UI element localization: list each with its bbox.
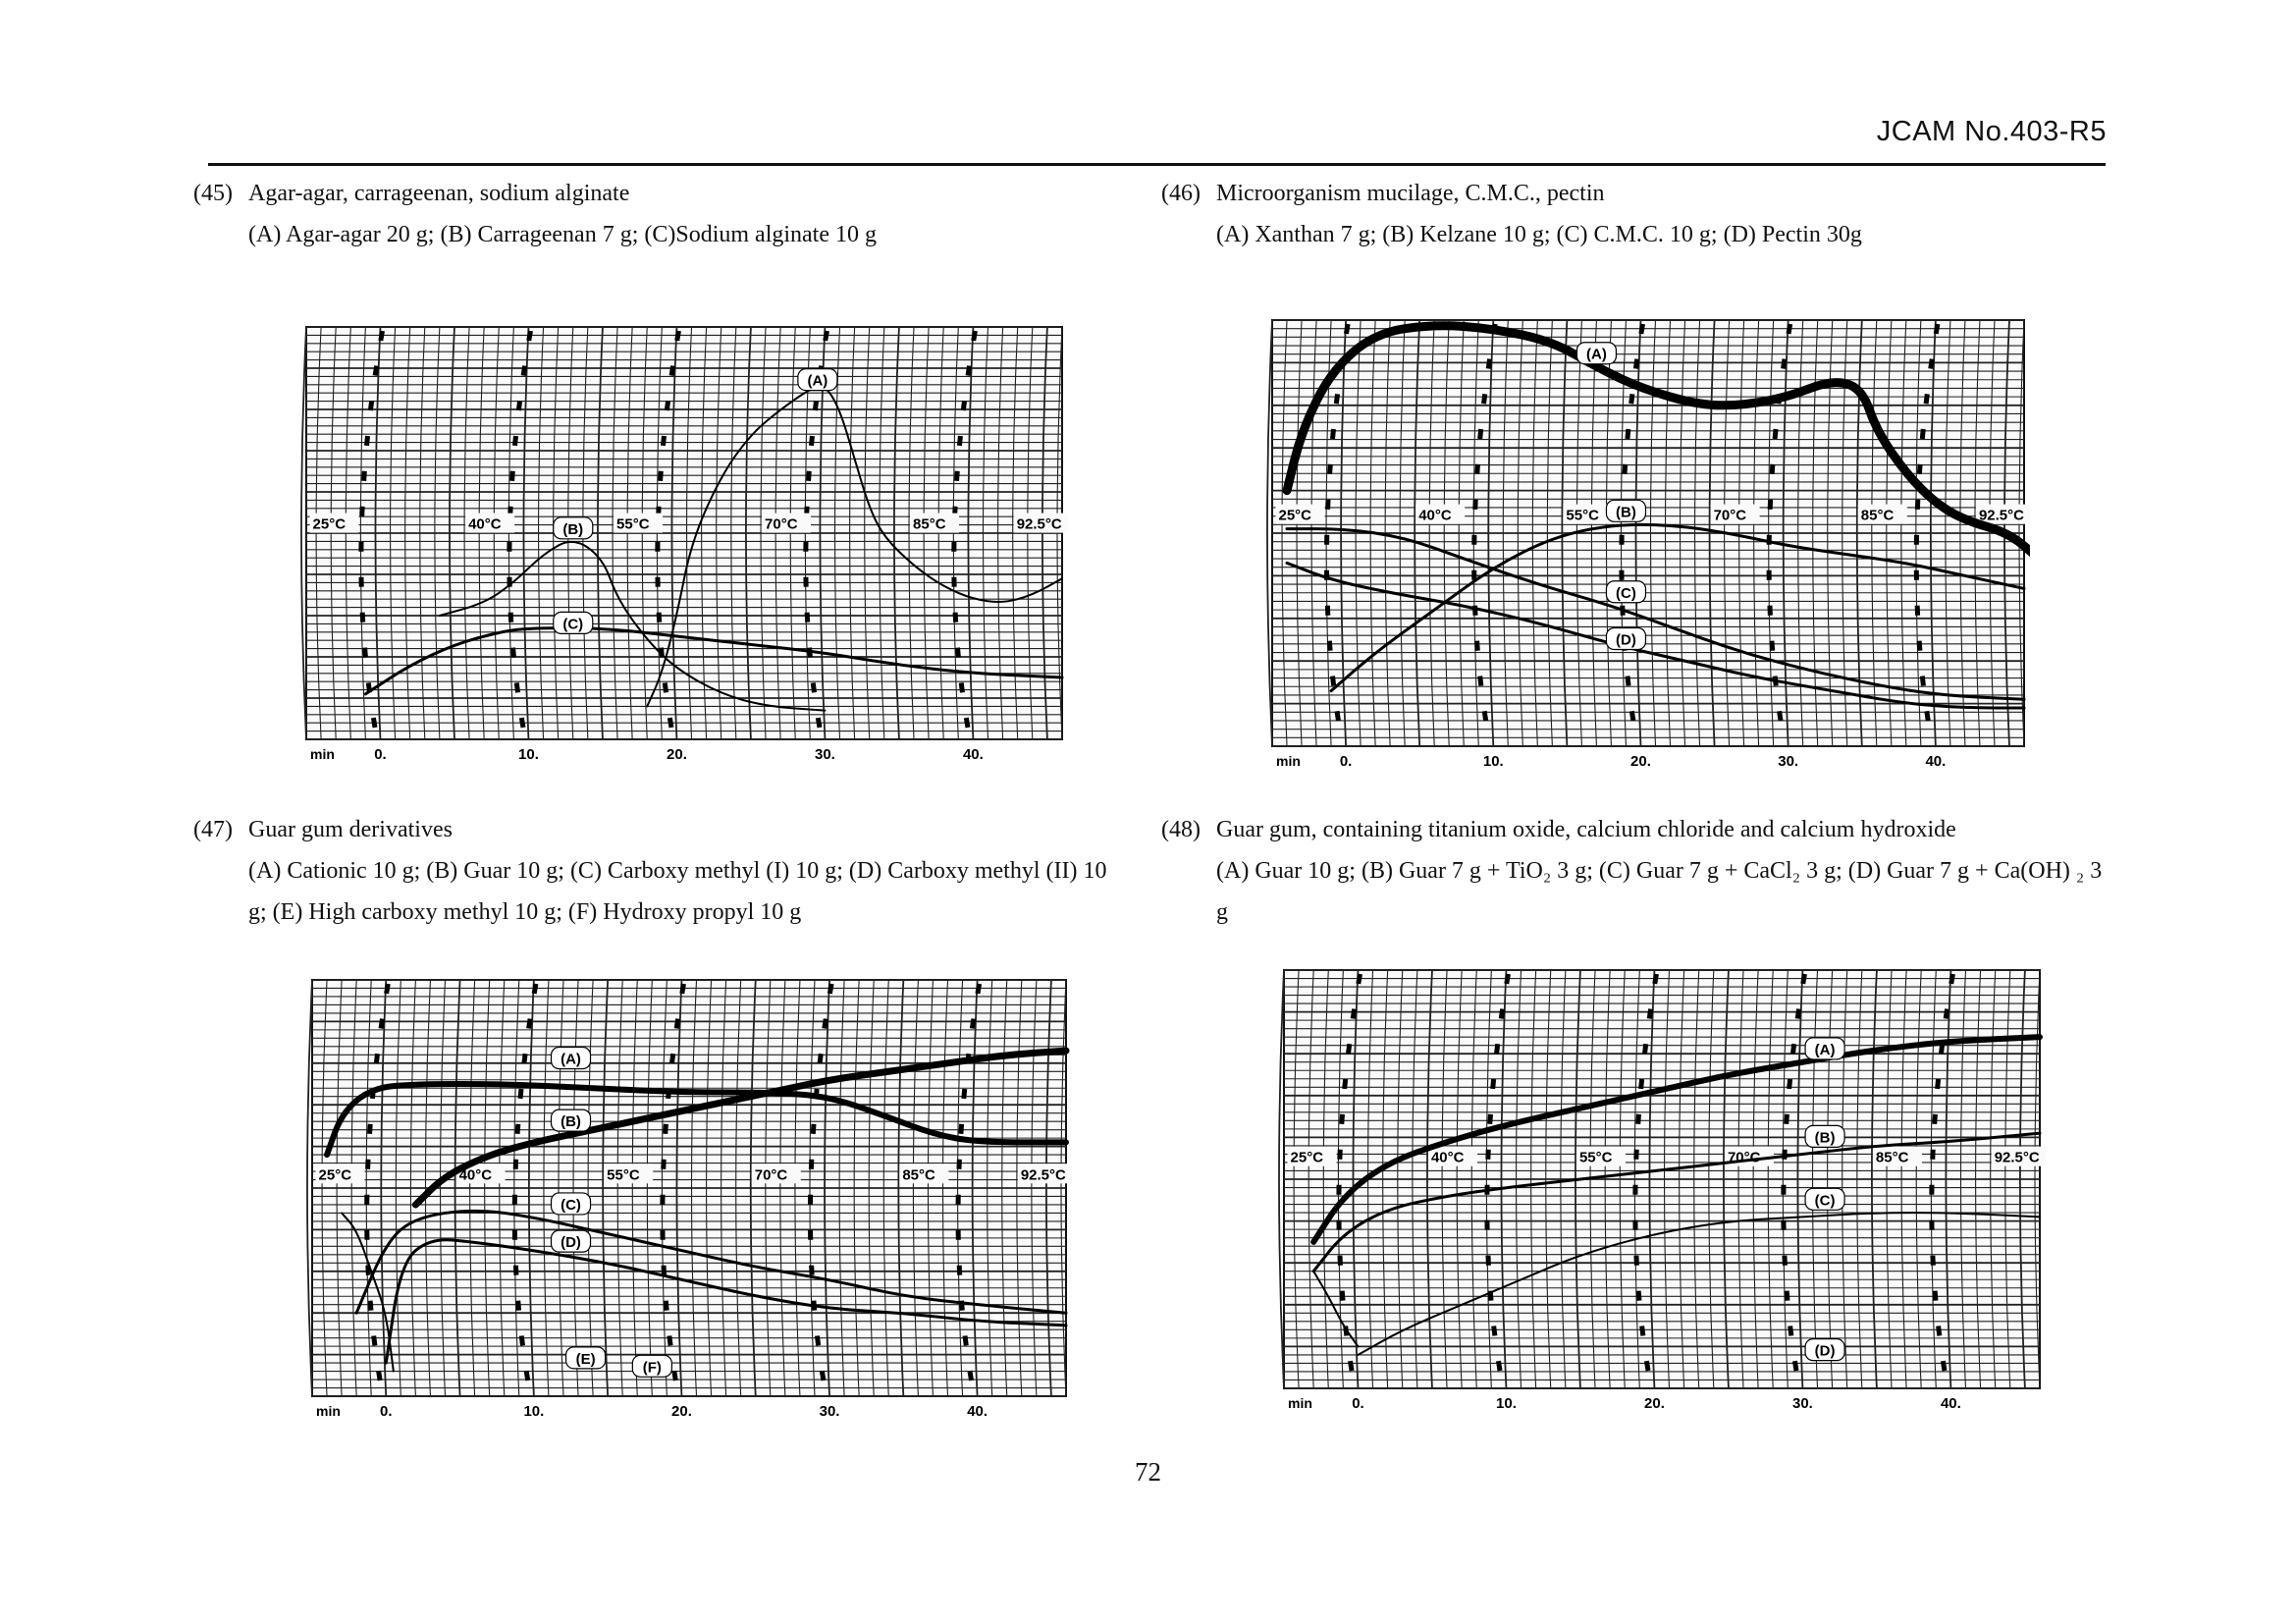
figure-46-caption <box>1161 173 2123 255</box>
x-tick-label: 40. <box>1925 753 1947 770</box>
header-rule <box>208 163 2106 166</box>
series-label: (D) <box>561 1234 581 1252</box>
x-tick-label: 0. <box>1352 1395 1364 1412</box>
page-number: 72 <box>1135 1457 1161 1487</box>
series-label: (D) <box>1616 631 1636 649</box>
series-label: (C) <box>1814 1192 1836 1210</box>
temperature-label: 55°C <box>1578 1149 1613 1166</box>
chart-45 <box>300 319 1068 771</box>
chart-47-svg <box>306 972 1072 1428</box>
x-tick-label: 20. <box>667 746 687 763</box>
temperature-label: 25°C <box>1278 507 1312 524</box>
temperature-label: 40°C <box>1430 1149 1465 1166</box>
document-id: JCAM No.403-R5 <box>1876 116 2107 147</box>
figure-description: (A) Agar-agar 20 g; (B) Carrageenan 7 g; (C)Sodium alginate 10 g <box>248 222 877 247</box>
x-axis-label: min <box>1288 1395 1312 1411</box>
x-tick-label: 40. <box>967 1403 988 1420</box>
x-tick-label: 0. <box>380 1403 393 1420</box>
temperature-label: 70°C <box>765 515 798 533</box>
x-tick-label: 30. <box>819 1403 840 1420</box>
temperature-label: 92.5°C <box>1020 1166 1066 1184</box>
x-tick-label: 40. <box>962 746 984 763</box>
x-axis-label: min <box>1276 753 1301 769</box>
temperature-label: 85°C <box>1875 1149 1909 1166</box>
series-label: (B) <box>1616 504 1636 521</box>
figure-47-caption <box>193 809 1111 933</box>
series-label: (C) <box>1616 584 1636 602</box>
chart-46 <box>1266 312 2030 778</box>
x-axis-label: min <box>316 1403 341 1419</box>
series-label: (A) <box>561 1051 581 1068</box>
temperature-label: 92.5°C <box>1994 1149 2040 1166</box>
x-tick-label: 0. <box>374 746 387 763</box>
series-label: (B) <box>562 520 584 538</box>
series-label: (C) <box>561 1196 581 1214</box>
temperature-label: 25°C <box>312 515 347 533</box>
chart-48-svg <box>1278 962 2046 1420</box>
figure-number: (48) <box>1161 817 1201 842</box>
x-tick-label: 30. <box>1778 753 1799 770</box>
series-label: (A) <box>807 372 828 390</box>
temperature-label: 70°C <box>754 1166 788 1184</box>
series-label: (D) <box>1814 1342 1836 1360</box>
x-axis-label: min <box>310 746 335 762</box>
figure-48-caption <box>1161 809 2118 933</box>
x-tick-label: 10. <box>518 746 539 763</box>
temperature-label: 85°C <box>1860 507 1895 524</box>
x-tick-label: 0. <box>1339 753 1353 770</box>
x-tick-label: 20. <box>671 1403 692 1420</box>
series-label: (B) <box>1814 1129 1836 1147</box>
figure-number: (46) <box>1161 181 1201 206</box>
x-tick-label: 10. <box>1496 1395 1517 1412</box>
figure-description: (A) Xanthan 7 g; (B) Kelzane 10 g; (C) C.M.C. 10 g; (D) Pectin 30g <box>1216 222 1862 247</box>
chart-47 <box>306 972 1072 1428</box>
temperature-label: 25°C <box>318 1166 352 1184</box>
x-tick-label: 30. <box>815 746 835 763</box>
series-label: (C) <box>562 616 584 633</box>
temperature-label: 85°C <box>902 1166 935 1184</box>
chart-46-svg <box>1266 312 2030 778</box>
temperature-label: 25°C <box>1290 1149 1324 1166</box>
temperature-label: 55°C <box>616 515 650 533</box>
temperature-label: 92.5°C <box>1016 515 1062 533</box>
x-tick-label: 10. <box>1482 753 1504 770</box>
temperature-label: 92.5°C <box>1978 507 2024 524</box>
x-tick-label: 40. <box>1940 1395 1961 1412</box>
series-label: (A) <box>1814 1041 1836 1058</box>
temperature-label: 40°C <box>458 1166 493 1184</box>
figure-number: (45) <box>193 181 233 206</box>
temperature-label: 85°C <box>913 515 946 533</box>
x-tick-label: 20. <box>1644 1395 1665 1412</box>
figure-45-caption <box>193 173 1116 255</box>
series-label: (F) <box>642 1359 662 1377</box>
x-tick-label: 30. <box>1792 1395 1813 1412</box>
temperature-label: 55°C <box>607 1166 640 1184</box>
chart-45-svg <box>300 319 1068 771</box>
series-label: (A) <box>1586 346 1607 363</box>
temperature-label: 70°C <box>1727 1149 1761 1166</box>
figure-title: Guar gum, containing titanium oxide, calcium chloride and calcium hydroxide <box>1216 817 1956 842</box>
temperature-label: 55°C <box>1566 507 1599 524</box>
x-tick-label: 20. <box>1630 753 1651 770</box>
series-label: (B) <box>561 1113 581 1131</box>
x-tick-label: 10. <box>523 1403 545 1420</box>
figure-number: (47) <box>193 817 233 842</box>
temperature-label: 40°C <box>468 515 502 533</box>
figure-title: Microorganism mucilage, C.M.C., pectin <box>1216 181 1605 206</box>
temperature-label: 70°C <box>1713 507 1747 524</box>
figure-description: (A) Cationic 10 g; (B) Guar 10 g; (C) Carboxy methyl (I) 10 g; (D) Carboxy methyl (II) 10 g; (E) High carboxy methyl 10 g; (F) Hydroxy propyl 10 g <box>248 858 1107 925</box>
temperature-label: 40°C <box>1418 507 1452 524</box>
chart-48 <box>1278 962 2046 1420</box>
series-label: (E) <box>575 1350 596 1368</box>
figure-title: Agar-agar, carrageenan, sodium alginate <box>248 181 630 206</box>
figure-title: Guar gum derivatives <box>248 817 453 842</box>
figure-description: (A) Guar 10 g; (B) Guar 7 g + TiO₂ 3 g; (C) Guar 7 g + CaCl₂ 3 g; (D) Guar 7 g + Ca(OH) ₂ 3 g <box>1216 858 2103 925</box>
